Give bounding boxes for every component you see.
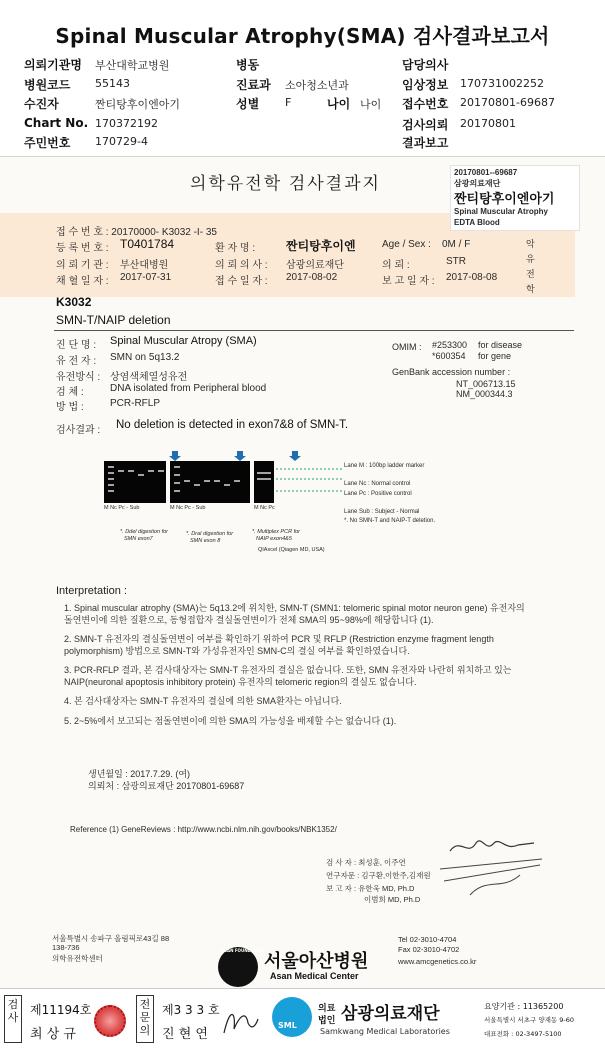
interp-item-4: 4. 본 검사대상자는 SMN-T 유전자의 결실에 의한 SMA환자는 아닙니다. [64, 696, 342, 706]
specimen-label-box [450, 165, 580, 231]
scan-req-org-value: 부산대병원 [120, 260, 169, 271]
omim-label: OMIM : [392, 342, 422, 352]
gel-arrow-3 [289, 451, 301, 461]
gel-caption-1a: *. Ddel digestion for [120, 529, 168, 535]
interp-body [64, 603, 534, 727]
samkwang-logo-text: SML [278, 1021, 297, 1030]
requester: 의뢰처 : 삼광의료재단 20170801-69687 [88, 781, 245, 791]
hospital-emblem-icon [218, 947, 265, 987]
gel-lane-labels-3: M Nc Pc [254, 505, 275, 511]
samkwang-logo-icon [272, 997, 312, 1037]
physician-label: 담당의사 [402, 58, 449, 72]
scan-reg-label: 등 록 번 호 : [56, 243, 109, 254]
gel-image [104, 451, 344, 517]
scan-reg-value: T0401784 [120, 237, 175, 251]
method-value: PCR-RFLP [110, 398, 161, 409]
official-seal-icon [94, 1005, 126, 1037]
sig-reporter-2: 이범희 MD, Ph.D [364, 895, 421, 904]
scan-ward-label: 의 뢰 : [382, 260, 410, 271]
gene-label: 유 전 자 : [56, 356, 97, 367]
ward-label: 병동 [236, 58, 260, 72]
addr-line-3: 의학유전학센터 [52, 954, 103, 963]
omim-1: #253300 [432, 340, 468, 350]
sex-label: 성별 [236, 97, 260, 111]
test-name: SMN-T/NAIP deletion [56, 313, 171, 327]
age-value: 나이 [360, 98, 382, 111]
fax: Fax 02-3010-4702 [398, 945, 460, 954]
genbank-2: NM_000344.3 [456, 389, 513, 399]
institution-value: 부산대학교병원 [95, 59, 170, 72]
scan-side-text: 악유전학 [526, 239, 535, 294]
omim-2: *600354 [432, 351, 466, 361]
gel-legend-4: Lane Sub : Subject - Normal [344, 509, 420, 515]
gel-panel-3 [254, 461, 274, 503]
footer-cert-2b: 진 현 연 [162, 1027, 208, 1042]
gel-caption-3a: *. Multiplex PCR for [252, 529, 300, 535]
gel-panel-2 [170, 461, 250, 503]
clinical-info-label: 임상정보 [402, 78, 449, 92]
gel-caption-2b: SMN exon 8 [190, 538, 221, 544]
gel-arrow-1 [169, 451, 181, 461]
label-box-org: 삼광의료재단 [454, 179, 501, 188]
gel-legend-1: Lane M : 100bp ladder marker [344, 463, 425, 469]
birth-date: 생년월일 : 2017.7.29. (여) [88, 769, 191, 779]
scan-ward-value: STR [446, 256, 466, 267]
resident-no-value: 170729-4 [95, 135, 148, 148]
label-box-test: Spinal Muscular Atrophy [454, 207, 548, 216]
omim-2-note: for gene [478, 351, 512, 361]
scan-title: 의학유전학 검사결과지 [190, 174, 381, 193]
legal-label-1: 의료 [318, 1004, 336, 1014]
omim-1-note: for disease [478, 340, 523, 350]
scan-reported-label: 보 고 일 자 : [382, 276, 435, 287]
reference: Reference (1) GeneReviews : http://www.ncbi.nlm.nih.gov/books/NBK1352/ [70, 825, 337, 834]
website: www.amcgenetics.co.kr [398, 957, 477, 966]
age-label: 나이 [327, 97, 351, 111]
hospital-code-value: 55143 [95, 77, 130, 90]
scan-received-label: 접 수 일 자 : [215, 276, 268, 287]
scan-req-doctor-value: 삼광의료재단 [286, 260, 344, 271]
interp-item-1: 1. Spinal muscular atrophy (SMA)는 5q13.2에 위치한, SMN-T (SMN1: telomeric spinal motor neuron gene) 유전자의 돌연변이에 의한 질환으로, 동형접합자 결실돌연변이가 전체 SMA의 95~98%에 해당합니다 (1). [64, 603, 525, 625]
gel-figure [104, 451, 344, 517]
scan-receipt-line: 접 수 번 호 : 20170000- K3032 -I- 35 [56, 227, 217, 238]
tel: Tel 02-3010-4704 [398, 935, 457, 944]
result-value: No deletion is detected in exon7&8 of SMN-T. [116, 419, 349, 431]
gene-value: SMN on 5q13.2 [110, 352, 180, 363]
gel-lane-labels-1: M Nc Pc - Sub [104, 505, 140, 511]
test-code: K3032 [56, 295, 92, 309]
specimen-label: 검 체 : [56, 387, 84, 398]
specimen-value: DNA isolated from Peripheral blood [110, 383, 267, 394]
scan-received-value: 2017-08-02 [286, 272, 338, 283]
test-request-label: 검사의뢰 [402, 118, 449, 132]
label-box-number: 20170801--69687 [454, 168, 518, 177]
footer-box-1: 검사 [4, 995, 22, 1043]
gel-caption-1b: SMN exon7 [124, 536, 153, 542]
scan-agesex-label: Age / Sex : [382, 239, 431, 250]
org-name-kr: 삼광의료재단 [341, 1004, 440, 1024]
result-report-label: 결과보고 [402, 136, 449, 150]
scanned-result-sheet [0, 156, 605, 988]
genbank-1: NT_006713.15 [456, 379, 516, 389]
footer-cert-2a: 제3 3 3 호 [162, 1003, 220, 1017]
addr-line-2: 138-736 [52, 943, 80, 952]
report-title: Spinal Muscular Atrophy(SMA) 검사결과보고서 [55, 24, 550, 48]
sig-advisor: 연구자문 : 김구환,이한주,김재원 [326, 871, 431, 880]
institution-label: 의뢰기관명 [24, 58, 82, 72]
legal-label-2: 법인 [318, 1016, 336, 1026]
scan-agesex-value: 0M / F [442, 239, 471, 250]
handwritten-signatures [430, 829, 550, 909]
footer-cert-1a: 제11194호 [30, 1003, 92, 1017]
receipt-no-label: 접수번호 [402, 97, 449, 111]
clinical-info-value: 170731002252 [460, 77, 544, 90]
foundation-text: ASAN FOUNDATION [221, 948, 265, 953]
interp-item-5: 5. 2~5%에서 보고되는 점돌연변이에 의한 SMA의 가능성을 배제할 수는 없습니다 (1). [64, 715, 397, 726]
resident-no-label: 주민번호 [24, 136, 71, 150]
diag-label: 진 단 명 : [56, 340, 97, 351]
dept-value: 소아청소년과 [285, 79, 349, 92]
label-box-specimen: EDTA Blood [454, 218, 500, 227]
method-label: 방 법 : [56, 402, 84, 413]
test-divider [54, 330, 574, 331]
gel-legend-2: Lane Nc : Normal control [344, 481, 411, 487]
doctor-signature-icon [218, 1001, 262, 1041]
test-request-value: 20170801 [460, 117, 516, 130]
org-address: 서울특별시 서초구 양재동 9-60 [484, 1016, 575, 1024]
hospital-name-kr: 서울아산병원 [264, 951, 369, 971]
org-name-en: Samkwang Medical Laboratories [320, 1027, 450, 1036]
chart-no-label: Chart No. [24, 116, 89, 130]
org-code: 요양기관 : 11365200 [484, 1002, 564, 1011]
sig-examiner: 검 사 자 : 최성훈, 이주연 [326, 858, 406, 867]
sig-reporter: 보 고 자 : 유한욱 MD, Ph.D [326, 884, 415, 893]
receipt-no-value: 20170801-69687 [460, 96, 555, 109]
scan-req-doctor-label: 의 뢰 의 사 : [215, 260, 268, 271]
footer-certification-bar [0, 988, 605, 1060]
org-phone: 대표전화 : 02-3497-5100 [484, 1030, 562, 1038]
footer-box-2: 전문의 [136, 995, 154, 1043]
sex-value: F [285, 96, 292, 109]
scan-req-org-label: 의 뢰 기 관 : [56, 260, 109, 271]
label-box-name: 짠티탕후이엔아기 [454, 191, 555, 206]
gel-legend-3: Lane Pc : Positive control [344, 491, 412, 497]
interp-title: Interpretation : [56, 585, 127, 597]
gel-dashed-guides [276, 469, 342, 491]
examinee-label: 수진자 [24, 97, 59, 111]
scan-patient-label: 환 자 명 : [215, 243, 256, 254]
gel-arrow-2 [234, 451, 246, 461]
hospital-code-label: 병원코드 [24, 78, 71, 92]
chart-no-value: 170372192 [95, 117, 158, 130]
addr-line-1: 서울특별시 송파구 올림픽로43길 88 [52, 934, 170, 943]
footer-cert-1b: 최 상 규 [30, 1027, 76, 1042]
gel-lane-labels-2: M Nc Pc - Sub [170, 505, 206, 511]
diag-value: Spinal Muscular Atropy (SMA) [110, 335, 257, 347]
gel-kit: QIAxcel (Qiagen MD, USA) [258, 547, 325, 553]
gel-legend-5: *. No SMN-T and NAIP-T deletion. [344, 518, 436, 524]
scan-reported-value: 2017-08-08 [446, 272, 498, 283]
gel-caption-3b: NAIP exon4&5 [256, 536, 292, 542]
gel-arrows [169, 451, 301, 461]
hospital-name-en: Asan Medical Center [270, 971, 359, 981]
result-label: 검사결과 : [56, 425, 101, 436]
scan-patient-value: 짠티탕후이엔 [286, 239, 356, 253]
scan-collect-label: 채 혈 일 자 : [56, 276, 109, 287]
dept-label: 진료과 [236, 78, 271, 92]
scan-collect-value: 2017-07-31 [120, 272, 172, 283]
interp-item-3: 3. PCR-RFLP 결과, 본 검사대상자는 SMN-T 유전자의 결실은 없습니다. 또한, SMN 유전자와 나란히 위치하고 있는 NAIP(neuronal apoptosis inhibitory protein) 유전자의 telomeric region의 결실도 없습니다. [64, 665, 512, 687]
gel-caption-2a: *. DraI digestion for [186, 531, 234, 537]
inherit-value: 상염색체열성유전 [110, 372, 188, 383]
inherit-label: 유전방식 : [56, 372, 101, 383]
genbank-label: GenBank accession number : [392, 367, 511, 377]
examinee-value: 짠티탕후이엔아기 [95, 98, 181, 111]
interp-item-2: 2. SMN-T 유전자의 결실돌연변이 여부를 확인하기 위하여 PCR 및 RFLP (Restriction enzyme fragment length polymorphism) 방법으로 SMN-T와 가성유전자인 SMN-C의 결실 여부를 확인하였습니다. [64, 634, 494, 656]
